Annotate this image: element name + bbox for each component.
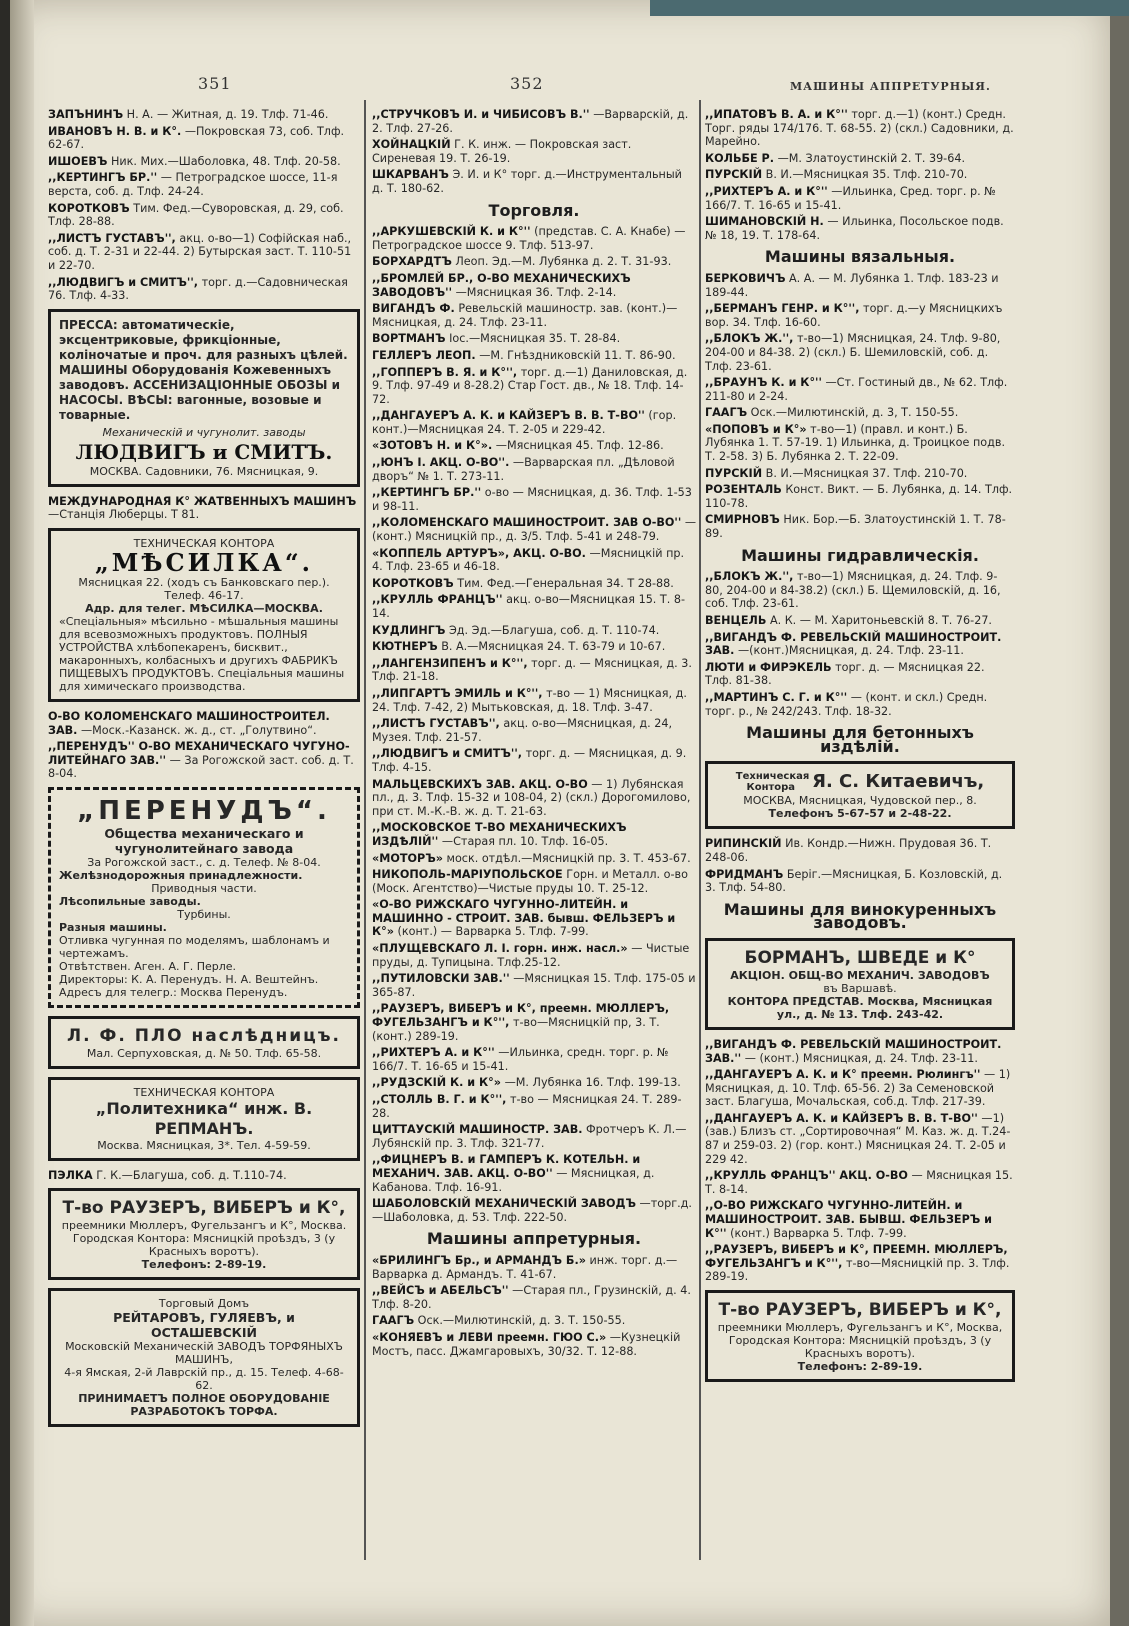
list-item: ,,БРАУНЪ К. и К°'' —Ст. Гостиный дв., № 62. Тлф. 211-80 и 2-24. [705, 376, 1008, 403]
list-item: ВЕНЦЕЛЬ А. К. — М. Харитоньевскій 8. Т. 76-27. [705, 614, 992, 627]
ad-title: Т-во РАУЗЕРЪ, ВИБЕРЪ и К°, [62, 1198, 346, 1219]
list-item: ,,МАРТИНЪ С. Г. и К°'' — (конт. и скл.) Средн. торг. р., № 242/243. Тлф. 18-32. [705, 690, 988, 718]
list-item: ПУРСКІЙ В. И.—Мясницкая 37. Тлф. 210-70. [705, 466, 968, 480]
section-heading: Машины для винокуренныхъ заводовъ. [723, 899, 997, 933]
column-1 [48, 108, 360, 1435]
ad-kitaevich [705, 761, 1015, 829]
list-item: ХОЙНАЦКІЙ Г. К. инж. — Покровская заст. Сиреневая 19. Т. 26-19. [372, 138, 632, 165]
ad-title: „Политехника“ инж. В. РЕПМАНЪ. [95, 1098, 313, 1138]
list-item: ,,ПЕРЕНУДЪ'' О-ВО МЕХАНИЧЕСКАГО ЧУГУНО-ЛИТЕЙНАГО ЗАВ.'' — За Рогожской заст. соб. д. Т. 8-04. [48, 740, 354, 781]
list-item: ШАБОЛОВСКІЙ МЕХАНИЧЕСКІЙ ЗАВОДЪ —торг.д.—Шаболовка, д. 53. Тлф. 222-50. [372, 1197, 692, 1224]
list-item: ,,ДАНГАУЕРЪ А. К. и К° преемн. Рюлингъ'' — 1) Мясницкая, д. 10. Тлф. 65-56. 2) За Семеновской заст. Благуша, Мочальская, соб.д. Тлф. 217-39. [705, 1068, 1011, 1109]
list-item: ,,РИХТЕРЪ А. и К°'' —Ильинка, средн. торг. р. № 166/7. Т. 16-65 и 15-41. [372, 1046, 669, 1073]
list-item: ,,БРОМЛЕЙ БР., О-ВО МЕХАНИЧЕСКИХЪ ЗАВОДОВЪ'' —Мясницкая 36. Тлф. 2-14. [372, 271, 631, 299]
list-item: ,,ЛИСТЪ ГУСТАВЪ'', акц. о-во—Мясницкая, д. 24, Музея. Тлф. 21-57. [372, 717, 673, 744]
ad-text: ПРИНИМАЕТЪ ПОЛНОЕ ОБОРУДОВАНІЕ РАЗРАБОТОКЪ ТОРФА. [78, 1392, 330, 1419]
ad-title: РЕЙТАРОВЪ, ГУЛЯЕВЪ, и ОСТАШЕВСКІЙ [113, 1310, 295, 1341]
running-title: МАШИНЫ АППРЕТУРНЫЯ. [790, 80, 991, 93]
ad-subtitle: АКЦІОН. ОБЩ-ВО МЕХАНИЧ. ЗАВОДОВЪ [730, 968, 990, 982]
list-item: ГААГЪ Оск.—Милютинскій, д. 3. Т. 150-55. [372, 1314, 626, 1328]
list-item: ,,РИХТЕРЪ А. и К°'' —Ильинка, Сред. торг. р. № 166/7. Т. 16-65 и 15-41. [705, 184, 996, 212]
section-heading: Машины аппретурныя. [426, 1229, 642, 1249]
section-heading: Машины гидравлическія. [741, 545, 979, 565]
list-item: КОЛЬБЕ Р. —М. Златоустинскій 2. Т. 39-64. [705, 151, 966, 165]
list-item: БЕРКОВИЧЪ А. А. — М. Лубянка 1. Тлф. 183-23 и 189-44. [705, 271, 999, 299]
list-item: ,,ВЕЙСЪ и АБЕЛЬСЪ'' —Старая пл., Грузинскій, д. 4. Тлф. 8-20. [372, 1284, 691, 1311]
ad-title: Техническая Контора Я. С. Китаевичъ, [735, 771, 985, 794]
ad-title: Л. Ф. ПЛО наслѣдницъ. [67, 1025, 341, 1046]
ad-title: Т-во РАУЗЕРЪ, ВИБЕРЪ и К°, [718, 1300, 1002, 1320]
list-item: ,,ВИГАНДЪ Ф. РЕВЕЛЬСКІЙ МАШИНОСТРОИТ. ЗАВ.'' — (конт.) Мясницкая, д. 24. Тлф. 23-11. [705, 1037, 1002, 1065]
list-item: ФРИДМАНЪ Беріг.—Мясницкая, Б. Козловскій, д. 3. Тлф. 54-80. [705, 867, 1003, 895]
ad-pressa [48, 309, 360, 487]
right-page-number: 352 [510, 74, 544, 93]
ad-subtitle: Общества механическаго и чугунолитейнаго завода [104, 825, 304, 856]
ad-line: Директоры: К. А. Перенудъ. Н. А. Вештейнъ. [59, 972, 319, 986]
ad-address: КОНТОРА ПРЕДСТАВ. Москва, Мясницкая ул., д. № 13. Тлф. 243-42. [727, 994, 993, 1021]
list-item: «О-ВО РИЖСКАГО ЧУГУННО-ЛИТЕЙН. и МАШИННО - СТРОИТ. ЗАВ. бывш. ФЕЛЬЗЕРЪ и К°» (конт.) — Варварка 5. Тлф. 7-99. [372, 898, 676, 939]
list-item: ,,КЕРТИНГЪ БР.'' — Петроградское шоссе, 11-я верста, соб. д. Тлф. 24-24. [48, 171, 338, 198]
list-item: ,,ДАНГАУЕРЪ А. К. и КАЙЗЕРЪ В. В. Т-ВО'' (гор. конт.)—Мясницкая 24. Т. 2-05 и 229-42. [372, 409, 677, 436]
ad-title: ЛЮДВИГЪ и СМИТЪ. [75, 439, 333, 464]
list-item: ,,КЕРТИНГЪ БР.'' о-во — Мясницкая, д. 36. Тлф. 1-53 и 98-11. [372, 486, 692, 513]
ad-reitarov [48, 1288, 360, 1427]
list-item: ,,РУДЗСКІЙ К. и К°» —М. Лубянка 16. Тлф. 199-13. [372, 1076, 681, 1090]
list-item: ,,ДАНГАУЕРЪ А. К. и КАЙЗЕРЪ В. В. Т-ВО'' —1) (зав.) Близъ ст. „Сортировочная“ М. Каз. ж. д. Т.24-87 и 259-03. 2) (гор. конт.) Мясницкая 24. Т. 2-05 и 229 42. [705, 1111, 1011, 1166]
section-heading: Машины вязальныя. [764, 247, 956, 267]
list-item: ,,ЛЮДВИГЪ и СМИТЪ'', торг. д. — Мясницкая, д. 9. Тлф. 4-15. [372, 747, 687, 774]
ad-title: „ПЕРЕНУДЪ“. [77, 795, 331, 826]
list-item: ,,ВИГАНДЪ Ф. РЕВЕЛЬСКІЙ МАШИНОСТРОИТ. ЗАВ. —(конт.)Мясницкая, д. 24. Тлф. 23-11. [705, 630, 1002, 658]
list-item: ,,РАУЗЕРЪ, ВИБЕРЪ и К°, преемн. МЮЛЛЕРЪ, ФУГЕЛЬЗАНГЪ и К°'', т-во—Мясницкій пр, 3. Т. (конт.) 289-19. [372, 1002, 670, 1043]
list-item: ПУРСКІЙ В. И.—Мясницкая 35. Тлф. 210-70. [705, 168, 968, 182]
list-item: КОРОТКОВЪ Тим. Фед.—Суворовская, д. 29, соб. Тлф. 28-88. [48, 201, 344, 229]
list-item: ВИГАНДЪ Ф. Ревельскій машиностр. зав. (конт.)—Мясницкая, д. 24. Тлф. 23-11. [372, 302, 678, 329]
list-item: ,,КОЛОМЕНСКАГО МАШИНОСТРОИТ. ЗАВ О-ВО'' — (конт.) Мясницкій пр., д. 3/5. Тлф. 5-41 и 248-79. [372, 516, 697, 544]
ad-line: Отливка чугунная по моделямъ, шаблонамъ и чертежамъ. [59, 933, 330, 960]
ad-title: БОРМАНЪ, ШВЕДЕ и К° [744, 947, 976, 968]
ad-line: Адресъ для телегр.: Москва Перенудъ. [59, 985, 288, 999]
ad-address: За Рогожской заст., с. д. Телеф. № 8-04. [87, 855, 321, 869]
ad-line: Лѣсопильные заводы. [59, 894, 201, 908]
list-item: «КОППЕЛЬ АРТУРЪ», АКЦ. О-ВО. —Мясницкій пр. 4. Тлф. 23-65 и 46-18. [372, 546, 685, 574]
list-item: ВОРТМАНЪ Іос.—Мясницкая 35. Т. 28-84. [372, 332, 621, 346]
ad-telephone: Телефонъ: 2-89-19. [797, 1360, 923, 1373]
ad-address: Москва. Мясницкая, 3*. Тел. 4-59-59. [97, 1138, 311, 1152]
ad-subtitle: ТЕХНИЧЕСКАЯ КОНТОРА [133, 1085, 275, 1099]
ad-address: Мясницкая 22. (ходъ съ Банковскаго пер.). Телеф. 46-17. [78, 575, 330, 602]
list-item: РИПИНСКІЙ Ив. Кондр.—Нижн. Прудовая 36. Т. 248-06. [705, 837, 992, 864]
page-edge [1110, 0, 1129, 1626]
list-item: ,,ЛЮДВИГЪ и СМИТЪ'', торг. д.—Садовническая 76. Тлф. 4-33. [48, 275, 348, 303]
binding-shadow [10, 0, 34, 1626]
section-heading: Торговля. [488, 200, 580, 220]
list-item: МАЛЬЦЕВСКИХЪ ЗАВ. АКЦ. О-ВО — 1) Лубянская пл., д. 3. Тлф. 15-32 и 108-04, 2) (скл.) Дорогомилово, при ст. М.-К.-В. ж. д. Т. 21-63. [372, 777, 691, 818]
ad-line: Турбины. [177, 907, 231, 921]
list-item: «ПОПОВЪ и К°» т-во—1) (правл. и конт.) Б. Лубянка 1. Т. 57-19. 1) Ильинка, д. Троицкое подв. Т. 2-58. 3) Б. Лубянка 2. Т. 22-09. [705, 422, 1006, 464]
list-item: ,,СТОЛЛЬ В. Г. и К°'', т-во — Мясницкая 24. Т. 289-28. [372, 1093, 682, 1120]
ad-subtitle: Московскій Механическій ЗАВОДЪ ТОРФЯНЫХЪ МАШИНЪ, [65, 1340, 343, 1367]
list-item: ШИМАНОВСКІЙ Н. — Ильинка, Посольское подв. № 18, 19. Т. 178-64. [705, 215, 1004, 242]
ad-telephone: Телефонъ 5-67-57 и 2-48-22. [768, 807, 952, 821]
list-item: ,,ИПАТОВЪ В. А. и К°'' торг. д.—1) (конт.) Средн. Торг. ряды 174/176. Т. 68-55. 2) (скл.) Садовники, д. Марейно. [705, 108, 1014, 149]
list-item: ИВАНОВЪ Н. В. и К°. —Покровская 73, соб. Тлф. 62-67. [48, 124, 345, 152]
column-rule [699, 100, 701, 1560]
ad-subtitle: въ Варшавѣ. [823, 981, 897, 995]
list-item: ИШОЕВЪ Ник. Мих.—Шаболовка, 48. Тлф. 20-58. [48, 154, 341, 168]
column-3 [705, 108, 1015, 1390]
entry-list [48, 108, 360, 303]
ad-politehnika [48, 1077, 360, 1161]
list-item: «ПЛУЩЕВСКАГО Л. І. горн. инж. насл.» — Чистые пруды, д. Тупицына. Тлф.25-12. [372, 942, 690, 969]
list-item: КУДЛИНГЪ Эд. Эд.—Благуша, соб. д. Т. 110-74. [372, 623, 660, 637]
list-item: ,,БЛОКЪ Ж.'', т-во—1) Мясницкая, д. 24. Тлф. 9-80, 204-00 и 84-38.2) (скл.) Б. Щемиловскій, д. 16, соб. Тлф. 23-61. [705, 570, 1001, 611]
ad-line: Приводныя части. [151, 881, 257, 895]
list-item: О-ВО КОЛОМЕНСКАГО МАШИНОСТРОИТЕЛ. ЗАВ. —Моск.-Казанск. ж. д., ст. „Голутвино“. [48, 709, 330, 737]
list-item: ,,ЮНЪ І. АКЦ. О-ВО''. —Варварская пл. „Дѣловой дворъ“ № 1. Т. 273-11. [372, 456, 675, 483]
list-item: РОЗЕНТАЛЬ Конст. Викт. — Б. Лубянка, д. 14. Тлф. 110-78. [705, 483, 1013, 510]
list-item: ,,ГОППЕРЪ В. Я. и К°'', торг. д.—1) Даниловская, д. 9. Тлф. 97-49 и 8-28.2) Стар Гост. дв., № 18. Тлф. 14-72. [372, 365, 688, 406]
ad-subtitle: Техническая Контора [735, 771, 810, 794]
ad-rauzer-2 [705, 1290, 1015, 1382]
ad-rauzer [48, 1188, 360, 1280]
column-rule [364, 100, 366, 1560]
list-item: ПЭЛКА Г. К.—Благуша, соб. д. Т.110-74. [48, 1168, 287, 1182]
list-item: ,,АРКУШЕВСКІЙ К. и К°'' (представ. С. А. Кнабе) — Петроградское шоссе 9. Тлф. 513-97. [372, 225, 686, 252]
list-item: КОРОТКОВЪ Тим. Фед.—Генеральная 34. Т 28-88. [372, 576, 674, 590]
list-item: ,,БЛОКЪ Ж.'', т-во—1) Мясницкая, 24. Тлф. 9-80, 204-00 и 84-38. 2) (скл.) Б. Шемиловскій, соб. д. Тлф. 23-61. [705, 332, 1001, 373]
list-item: «ЗОТОВЪ Н. и К°». —Мясницкая 45. Тлф. 12-86. [372, 439, 664, 453]
ad-address: МОСКВА. Садовники, 76. Мясницкая, 9. [89, 464, 319, 478]
ad-subtitle: Механическій и чугунолит. заводы [102, 425, 306, 439]
ad-text: ПРЕССА: автоматическіе, эксцентриковые, фрикціонные, коліночатые и проч. для разныхъ цѣлей. МАШИНЫ Оборудованія Кожевенныхъ заводовъ. АССЕНИЗАЦІОННЫЕ ОБОЗЫ и НАСОСЫ. ВѢСЫ: вагонные, возовые и товарные. [59, 317, 348, 422]
section-heading: Машины для бетонныхъ издѣлій. [746, 723, 974, 756]
list-item: ЗАПЪНИНЪ Н. А. — Житная, д. 19. Тлф. 71-46. [48, 108, 329, 121]
ad-subtitle: ТЕХНИЧЕСКАЯ КОНТОРА [133, 536, 275, 550]
list-item: КЮТНЕРЪ В. А.—Мясницкая 24. Т. 63-79 и 10-67. [372, 640, 666, 654]
list-item: ,,КРУЛЛЬ ФРАНЦЪ'' акц. о-во—Мясницкая 15. Т. 8-14. [372, 593, 686, 620]
list-item: ЦИТТАУСКІЙ МАШИНОСТР. ЗАВ. Фротчеръ К. Л.—Лубянскій пр. 3. Тлф. 321-77. [372, 1123, 687, 1150]
ad-address: 4-я Ямская, 2-й Лаврскій пр., д. 15. Телеф. 4-68-62. [64, 1366, 344, 1393]
list-item: ,,ЛИПГАРТЪ ЭМИЛЬ и К°'', т-во — 1) Мясницкая, д. 24. Тлф. 7-42, 2) Мытьковская, д. 18. Тлф. 3-47. [372, 686, 687, 714]
left-page-number: 351 [198, 74, 232, 93]
list-item: ,,ЛАНГЕНЗИПЕНЪ и К°'', торг. д. — Мясницкая, д. 3. Тлф. 21-18. [372, 656, 692, 684]
ad-line: Разныя машины. [59, 920, 167, 934]
ad-borman [705, 938, 1015, 1030]
ad-perenud [48, 787, 360, 1008]
background-strip [650, 0, 1129, 16]
entry-list [48, 710, 360, 781]
list-item: ГЕЛЛЕРЪ ЛЕОП. —М. Гнѣздниковскій 11. Т. 86-90. [372, 348, 676, 362]
ad-title: „МѢСИЛКА“. [94, 547, 314, 577]
list-item: ШКАРВАНЪ Э. И. и К° торг. д.—Инструментальный д. Т. 180-62. [372, 168, 682, 195]
list-item: ,,КРУЛЛЬ ФРАНЦЪ'' АКЦ. О-ВО — Мясницкая 15. Т. 8-14. [705, 1169, 1013, 1196]
list-item: ГААГЪ Оск.—Милютинскій, д. 3, Т. 150-55. [705, 406, 959, 420]
ad-telegraph: Адр. для телег. МѢСИЛКА—МОСКВА. [85, 601, 323, 615]
ad-mesilka [48, 528, 360, 702]
list-item: БОРХАРДТЪ Леоп. Эд.—М. Лубянка д. 2. Т. 31-93. [372, 255, 672, 269]
list-item: ,,ЛИСТЪ ГУСТАВЪ'', акц. о-во—1) Софійская наб., соб. д. Т. 2-31 и 22-44. 2) Бутырская заст. Т. 110-51 и 22-70. [48, 231, 352, 272]
ad-line: Отвѣтствен. Аген. А. Г. Перле. [59, 959, 237, 973]
ad-line: Желѣзнодорожныя принадлежности. [59, 868, 303, 882]
ad-subtitle: Торговый Домъ [158, 1297, 250, 1311]
column-2 [372, 108, 696, 1361]
ad-text: «Спеціальныя» мѣсильно - мѣшальныя машины для всевозможныхъ продуктовъ. ПОЛНЫЯ УСТРОЙСТВА хлѣбопекаренъ, бисквит., макаронныхъ, колбасныхъ и другихъ ФАБРИКЪ ПИЩЕВЫХЪ ПРОДУКТОВЪ. Спеціальныя машины для химическаго производства. [59, 614, 345, 693]
ad-text: преемники Мюллеръ, Фугельзангъ и К°, Москва, Городская Контора: Мясницкій проѣздъ, 3 (у Красныхъ воротъ). [717, 1321, 1003, 1360]
list-item: ,,СТРУЧКОВЪ И. и ЧИБИСОВЪ В.'' —Варварскій, д. 2. Тлф. 27-26. [372, 108, 689, 135]
list-item: СМИРНОВЪ Ник. Бор.—Б. Златоустинскій 1. Т. 78-89. [705, 513, 1006, 541]
ad-address: Мал. Серпуховская, д. № 50. Тлф. 65-58. [86, 1046, 322, 1060]
list-item: «МОТОРЪ» моск. отдѣл.—Мясницкій пр. 3. Т. 453-67. [372, 851, 691, 865]
list-item: ,,ПУТИЛОВСКИ ЗАВ.'' —Мясницкая 15. Тлф. 175-05 и 365-87. [372, 972, 696, 999]
list-item: МЕЖДУНАРОДНАЯ К° ЖАТВЕННЫХЪ МАШИНЪ —Станція Люберцы. Т 81. [48, 494, 357, 522]
ad-address: МОСКВА, Мясницкая, Чудовской пер., 8. [743, 794, 977, 808]
list-item: ЛЮТИ и ФИРЭКЕЛЬ торг. д. — Мясницкая 22. Тлф. 81-38. [705, 660, 985, 688]
list-item: ,,РАУЗЕРЪ, ВИБЕРЪ и К°, ПРЕЕМН. МЮЛЛЕРЪ, ФУГЕЛЬЗАНГЪ и К°'', т-во—Мясницкій пр. 3. Тлф. 289-19. [705, 1243, 1010, 1284]
list-item: «БРИЛИНГЪ Бр., и АРМАНДЪ Б.» инж. торг. д.—Варварка д. Армандъ. Т. 41-67. [372, 1253, 678, 1281]
ad-text: преемники Мюллеръ, Фугельзангъ и К°, Москва. Городская Контора: Мясницкій проѣздъ, 3 (у Красныхъ воротъ). [61, 1219, 347, 1259]
ad-plo [48, 1016, 360, 1069]
list-item: НИКОПОЛЬ-МАРІУПОЛЬСКОЕ Горн. и Металл. о-во (Моск. Агентство)—Чистые пруды 10. Т. 25-12. [372, 868, 688, 895]
list-item: «КОНЯЕВЪ и ЛЕВИ преемн. ГЮО С.» —Кузнецкій Мостъ, пасс. Джамгаровыхъ, 30/32. Т. 12-88. [372, 1330, 681, 1358]
list-item: ,,МОСКОВСКОЕ Т-ВО МЕХАНИЧЕСКИХЪ ИЗДѢЛІЙ'' —Старая пл. 10. Тлф. 16-05. [372, 821, 627, 848]
list-item: ,,ФИЦНЕРЪ В. и ГАМПЕРЪ К. КОТЕЛЬН. и МЕХАНИЧ. ЗАВ. АКЦ. О-ВО'' — Мясницкая, д. Кабанова. Тлф. 16-91. [372, 1153, 655, 1194]
list-item: ,,БЕРМАНЪ ГЕНР. и К°'', торг. д.—у Мясницкихъ вор. 34. Тлф. 16-60. [705, 302, 1003, 329]
list-item: ,,О-ВО РИЖСКАГО ЧУГУННО-ЛИТЕЙН. и МАШИНОСТРОИТ. ЗАВ. БЫВШ. ФЕЛЬЗЕРЪ и К°'' (конт.) Варварка 5. Тлф. 7-99. [705, 1199, 993, 1240]
ad-telephone: Телефонъ: 2-89-19. [141, 1258, 267, 1272]
